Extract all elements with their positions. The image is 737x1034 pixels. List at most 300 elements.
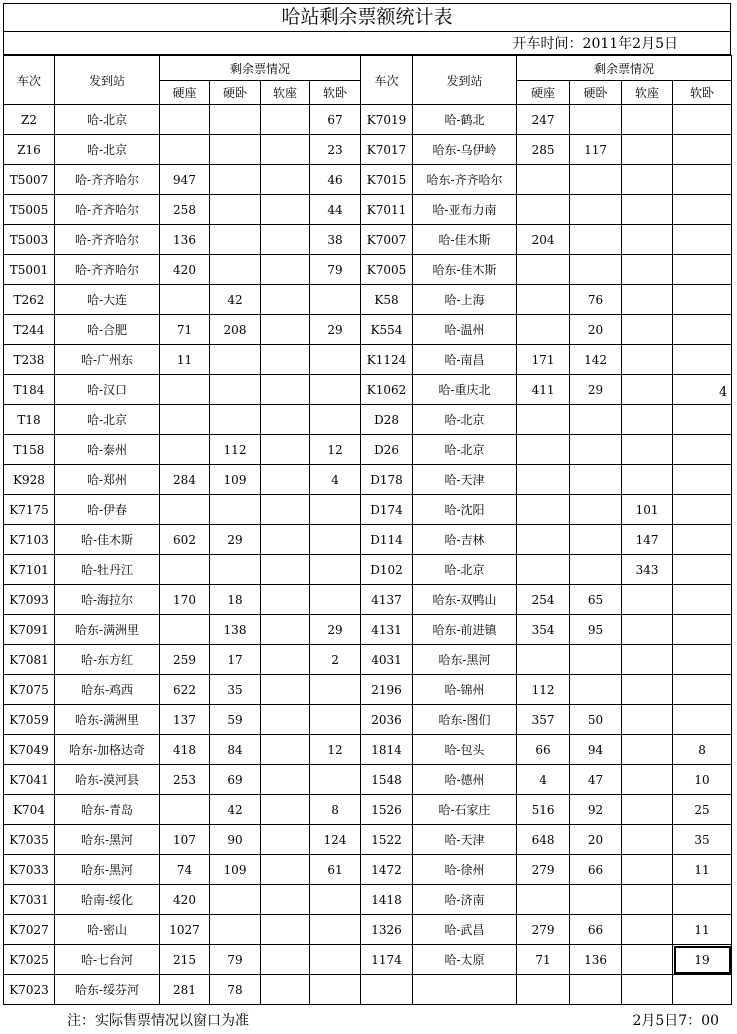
cell-left-hard-seat[interactable]: 74 bbox=[160, 855, 210, 885]
cell-right-route[interactable]: 哈东-齐齐哈尔 bbox=[413, 165, 517, 195]
cell-right-route[interactable]: 哈东-乌伊岭 bbox=[413, 135, 517, 165]
cell-right-route[interactable]: 哈-石家庄 bbox=[413, 795, 517, 825]
cell-right-route[interactable]: 哈-武昌 bbox=[413, 915, 517, 945]
cell-right-soft-seat[interactable] bbox=[622, 225, 673, 255]
cell-right-train[interactable]: K58 bbox=[361, 285, 413, 315]
cell-left-hard-seat[interactable]: 215 bbox=[160, 945, 210, 975]
cell-right-route[interactable] bbox=[413, 975, 517, 1005]
cell-left-soft-seat[interactable] bbox=[261, 615, 310, 645]
cell-right-soft-sleeper[interactable]: 25 bbox=[673, 795, 732, 825]
cell-left-soft-seat[interactable] bbox=[261, 855, 310, 885]
cell-right-soft-sleeper[interactable] bbox=[673, 975, 732, 1005]
cell-left-train[interactable]: K7103 bbox=[4, 525, 55, 555]
cell-left-train[interactable]: Z16 bbox=[4, 135, 55, 165]
cell-right-soft-seat[interactable] bbox=[622, 375, 673, 405]
cell-left-soft-sleeper[interactable]: 12 bbox=[310, 435, 361, 465]
cell-left-soft-seat[interactable] bbox=[261, 735, 310, 765]
cell-right-route[interactable]: 哈-亚布力南 bbox=[413, 195, 517, 225]
cell-right-hard-sleeper[interactable]: 94 bbox=[570, 735, 622, 765]
cell-right-train[interactable]: 1548 bbox=[361, 765, 413, 795]
cell-right-train[interactable]: K7019 bbox=[361, 105, 413, 135]
cell-right-soft-seat[interactable] bbox=[622, 675, 673, 705]
cell-right-route[interactable]: 哈-鹤北 bbox=[413, 105, 517, 135]
cell-left-train[interactable]: T238 bbox=[4, 345, 55, 375]
cell-left-soft-seat[interactable] bbox=[261, 495, 310, 525]
cell-left-hard-seat[interactable]: 258 bbox=[160, 195, 210, 225]
cell-right-soft-sleeper[interactable]: 19 bbox=[673, 945, 732, 975]
cell-left-route[interactable]: 哈-齐齐哈尔 bbox=[55, 165, 160, 195]
cell-right-soft-sleeper[interactable] bbox=[673, 135, 732, 165]
cell-right-hard-seat[interactable] bbox=[517, 645, 570, 675]
cell-left-soft-seat[interactable] bbox=[261, 915, 310, 945]
cell-left-soft-seat[interactable] bbox=[261, 765, 310, 795]
cell-left-soft-seat[interactable] bbox=[261, 795, 310, 825]
cell-right-hard-sleeper[interactable]: 47 bbox=[570, 765, 622, 795]
cell-left-train[interactable]: K7041 bbox=[4, 765, 55, 795]
cell-right-soft-seat[interactable] bbox=[622, 285, 673, 315]
cell-right-route[interactable]: 哈-温州 bbox=[413, 315, 517, 345]
cell-left-hard-sleeper[interactable] bbox=[210, 165, 261, 195]
cell-left-hard-seat[interactable]: 284 bbox=[160, 465, 210, 495]
cell-right-hard-sleeper[interactable] bbox=[570, 495, 622, 525]
cell-left-hard-seat[interactable] bbox=[160, 105, 210, 135]
cell-right-soft-sleeper[interactable] bbox=[673, 105, 732, 135]
cell-right-hard-sleeper[interactable]: 29 bbox=[570, 375, 622, 405]
cell-right-soft-seat[interactable] bbox=[622, 615, 673, 645]
cell-left-train[interactable]: K928 bbox=[4, 465, 55, 495]
cell-right-train[interactable]: K7011 bbox=[361, 195, 413, 225]
cell-right-hard-sleeper[interactable]: 50 bbox=[570, 705, 622, 735]
cell-right-soft-seat[interactable]: 343 bbox=[622, 555, 673, 585]
cell-left-hard-sleeper[interactable]: 112 bbox=[210, 435, 261, 465]
cell-right-hard-seat[interactable] bbox=[517, 495, 570, 525]
cell-left-train[interactable]: K704 bbox=[4, 795, 55, 825]
cell-right-train[interactable]: K554 bbox=[361, 315, 413, 345]
cell-left-hard-seat[interactable]: 11 bbox=[160, 345, 210, 375]
cell-left-hard-seat[interactable]: 418 bbox=[160, 735, 210, 765]
cell-left-route[interactable]: 哈-东方红 bbox=[55, 645, 160, 675]
cell-right-soft-sleeper[interactable] bbox=[673, 195, 732, 225]
cell-left-soft-seat[interactable] bbox=[261, 135, 310, 165]
cell-left-train[interactable]: T244 bbox=[4, 315, 55, 345]
cell-right-hard-sleeper[interactable] bbox=[570, 195, 622, 225]
cell-right-soft-seat[interactable] bbox=[622, 255, 673, 285]
cell-right-route[interactable]: 哈东-佳木斯 bbox=[413, 255, 517, 285]
cell-right-train[interactable]: D174 bbox=[361, 495, 413, 525]
cell-right-soft-sleeper[interactable] bbox=[673, 585, 732, 615]
cell-left-hard-sleeper[interactable] bbox=[210, 135, 261, 165]
cell-left-route[interactable]: 哈-北京 bbox=[55, 105, 160, 135]
cell-right-hard-sleeper[interactable] bbox=[570, 885, 622, 915]
cell-left-soft-sleeper[interactable]: 12 bbox=[310, 735, 361, 765]
cell-left-train[interactable]: T5007 bbox=[4, 165, 55, 195]
cell-left-train[interactable]: K7035 bbox=[4, 825, 55, 855]
cell-left-soft-sleeper[interactable] bbox=[310, 405, 361, 435]
cell-left-soft-seat[interactable] bbox=[261, 465, 310, 495]
cell-left-route[interactable]: 哈-齐齐哈尔 bbox=[55, 195, 160, 225]
cell-left-hard-sleeper[interactable] bbox=[210, 915, 261, 945]
cell-right-hard-seat[interactable]: 411 bbox=[517, 375, 570, 405]
cell-left-hard-sleeper[interactable] bbox=[210, 345, 261, 375]
cell-left-route[interactable]: 哈东-漠河县 bbox=[55, 765, 160, 795]
cell-left-route[interactable]: 哈-齐齐哈尔 bbox=[55, 225, 160, 255]
cell-left-soft-seat[interactable] bbox=[261, 975, 310, 1005]
cell-right-soft-seat[interactable] bbox=[622, 765, 673, 795]
cell-left-hard-seat[interactable] bbox=[160, 375, 210, 405]
cell-left-hard-sleeper[interactable]: 208 bbox=[210, 315, 261, 345]
cell-right-hard-seat[interactable] bbox=[517, 465, 570, 495]
cell-left-train[interactable]: T158 bbox=[4, 435, 55, 465]
cell-right-hard-seat[interactable] bbox=[517, 555, 570, 585]
cell-right-soft-seat[interactable] bbox=[622, 135, 673, 165]
cell-left-hard-seat[interactable] bbox=[160, 495, 210, 525]
cell-right-soft-sleeper[interactable]: 11 bbox=[673, 855, 732, 885]
cell-right-route[interactable]: 哈东-黑河 bbox=[413, 645, 517, 675]
cell-left-hard-sleeper[interactable]: 18 bbox=[210, 585, 261, 615]
cell-right-hard-seat[interactable]: 279 bbox=[517, 855, 570, 885]
cell-right-train[interactable]: 1472 bbox=[361, 855, 413, 885]
cell-right-train[interactable]: K1124 bbox=[361, 345, 413, 375]
cell-left-soft-seat[interactable] bbox=[261, 255, 310, 285]
cell-right-route[interactable]: 哈-徐州 bbox=[413, 855, 517, 885]
cell-right-soft-sleeper[interactable] bbox=[673, 345, 732, 375]
cell-right-soft-seat[interactable]: 101 bbox=[622, 495, 673, 525]
cell-right-hard-sleeper[interactable] bbox=[570, 645, 622, 675]
cell-left-route[interactable]: 哈-北京 bbox=[55, 135, 160, 165]
cell-left-route[interactable]: 哈-泰州 bbox=[55, 435, 160, 465]
cell-right-soft-seat[interactable] bbox=[622, 195, 673, 225]
cell-left-soft-seat[interactable] bbox=[261, 345, 310, 375]
cell-left-soft-seat[interactable] bbox=[261, 555, 310, 585]
cell-right-train[interactable]: 4131 bbox=[361, 615, 413, 645]
cell-right-soft-seat[interactable] bbox=[622, 315, 673, 345]
cell-left-route[interactable]: 哈东-绥芬河 bbox=[55, 975, 160, 1005]
cell-right-soft-seat[interactable] bbox=[622, 585, 673, 615]
cell-right-hard-seat[interactable]: 254 bbox=[517, 585, 570, 615]
cell-right-route[interactable]: 哈-沈阳 bbox=[413, 495, 517, 525]
cell-right-hard-seat[interactable]: 71 bbox=[517, 945, 570, 975]
cell-left-soft-sleeper[interactable]: 23 bbox=[310, 135, 361, 165]
cell-right-soft-seat[interactable] bbox=[622, 825, 673, 855]
cell-left-hard-sleeper[interactable]: 109 bbox=[210, 855, 261, 885]
cell-right-hard-sleeper[interactable]: 95 bbox=[570, 615, 622, 645]
cell-left-soft-sleeper[interactable] bbox=[310, 945, 361, 975]
cell-left-soft-seat[interactable] bbox=[261, 945, 310, 975]
cell-right-hard-sleeper[interactable] bbox=[570, 405, 622, 435]
cell-right-hard-seat[interactable] bbox=[517, 165, 570, 195]
cell-right-hard-sleeper[interactable] bbox=[570, 105, 622, 135]
cell-right-hard-sleeper[interactable]: 66 bbox=[570, 915, 622, 945]
cell-right-hard-sleeper[interactable] bbox=[570, 975, 622, 1005]
cell-right-train[interactable]: 1418 bbox=[361, 885, 413, 915]
cell-right-soft-sleeper[interactable] bbox=[673, 615, 732, 645]
cell-left-soft-sleeper[interactable]: 61 bbox=[310, 855, 361, 885]
cell-right-soft-seat[interactable] bbox=[622, 345, 673, 375]
cell-left-soft-sleeper[interactable] bbox=[310, 525, 361, 555]
cell-right-train[interactable]: K7007 bbox=[361, 225, 413, 255]
cell-right-train[interactable]: K1062 bbox=[361, 375, 413, 405]
cell-left-hard-sleeper[interactable]: 29 bbox=[210, 525, 261, 555]
cell-right-train[interactable]: D28 bbox=[361, 405, 413, 435]
cell-right-soft-sleeper[interactable] bbox=[673, 555, 732, 585]
cell-right-hard-seat[interactable]: 516 bbox=[517, 795, 570, 825]
cell-left-hard-seat[interactable] bbox=[160, 405, 210, 435]
cell-left-hard-sleeper[interactable] bbox=[210, 105, 261, 135]
cell-right-hard-seat[interactable]: 279 bbox=[517, 915, 570, 945]
cell-left-hard-seat[interactable]: 170 bbox=[160, 585, 210, 615]
cell-left-soft-sleeper[interactable]: 46 bbox=[310, 165, 361, 195]
cell-right-hard-sleeper[interactable]: 66 bbox=[570, 855, 622, 885]
cell-right-soft-sleeper[interactable] bbox=[673, 255, 732, 285]
cell-left-hard-sleeper[interactable]: 78 bbox=[210, 975, 261, 1005]
cell-left-soft-seat[interactable] bbox=[261, 435, 310, 465]
cell-right-train[interactable]: K7015 bbox=[361, 165, 413, 195]
cell-left-train[interactable]: K7075 bbox=[4, 675, 55, 705]
cell-left-route[interactable]: 哈-伊春 bbox=[55, 495, 160, 525]
cell-right-soft-seat[interactable] bbox=[622, 945, 673, 975]
cell-left-soft-sleeper[interactable] bbox=[310, 885, 361, 915]
cell-left-hard-seat[interactable]: 947 bbox=[160, 165, 210, 195]
cell-right-hard-sleeper[interactable] bbox=[570, 435, 622, 465]
cell-right-train[interactable]: 4137 bbox=[361, 585, 413, 615]
cell-left-route[interactable]: 哈-大连 bbox=[55, 285, 160, 315]
cell-left-hard-sleeper[interactable]: 79 bbox=[210, 945, 261, 975]
cell-left-hard-sleeper[interactable]: 84 bbox=[210, 735, 261, 765]
cell-left-soft-seat[interactable] bbox=[261, 825, 310, 855]
cell-right-hard-sleeper[interactable]: 20 bbox=[570, 315, 622, 345]
cell-right-hard-sleeper[interactable] bbox=[570, 165, 622, 195]
cell-left-hard-seat[interactable]: 602 bbox=[160, 525, 210, 555]
cell-left-soft-seat[interactable] bbox=[261, 645, 310, 675]
cell-right-soft-seat[interactable] bbox=[622, 645, 673, 675]
cell-left-train[interactable]: K7025 bbox=[4, 945, 55, 975]
cell-right-hard-seat[interactable]: 247 bbox=[517, 105, 570, 135]
cell-left-soft-sleeper[interactable] bbox=[310, 375, 361, 405]
cell-right-route[interactable]: 哈-吉林 bbox=[413, 525, 517, 555]
cell-right-soft-seat[interactable] bbox=[622, 435, 673, 465]
cell-right-route[interactable]: 哈-北京 bbox=[413, 555, 517, 585]
cell-left-soft-seat[interactable] bbox=[261, 225, 310, 255]
cell-left-hard-sleeper[interactable] bbox=[210, 495, 261, 525]
cell-left-route[interactable]: 哈-广州东 bbox=[55, 345, 160, 375]
cell-left-route[interactable]: 哈东-鸡西 bbox=[55, 675, 160, 705]
cell-right-train[interactable]: K7017 bbox=[361, 135, 413, 165]
cell-left-soft-sleeper[interactable]: 4 bbox=[310, 465, 361, 495]
cell-right-soft-seat[interactable] bbox=[622, 885, 673, 915]
cell-right-train[interactable]: D26 bbox=[361, 435, 413, 465]
cell-right-train[interactable]: 2036 bbox=[361, 705, 413, 735]
cell-left-hard-sleeper[interactable]: 109 bbox=[210, 465, 261, 495]
cell-left-hard-sleeper[interactable]: 42 bbox=[210, 285, 261, 315]
cell-right-soft-sleeper[interactable]: 10 bbox=[673, 765, 732, 795]
cell-right-route[interactable]: 哈-南昌 bbox=[413, 345, 517, 375]
cell-left-train[interactable]: K7175 bbox=[4, 495, 55, 525]
cell-right-hard-seat[interactable] bbox=[517, 525, 570, 555]
cell-left-hard-seat[interactable] bbox=[160, 795, 210, 825]
cell-left-soft-seat[interactable] bbox=[261, 285, 310, 315]
cell-right-hard-seat[interactable] bbox=[517, 285, 570, 315]
cell-left-hard-seat[interactable] bbox=[160, 615, 210, 645]
cell-right-soft-sleeper[interactable]: 35 bbox=[673, 825, 732, 855]
cell-right-soft-sleeper[interactable]: 8 bbox=[673, 735, 732, 765]
cell-right-hard-seat[interactable]: 4 bbox=[517, 765, 570, 795]
cell-left-train[interactable]: K7049 bbox=[4, 735, 55, 765]
cell-left-soft-seat[interactable] bbox=[261, 675, 310, 705]
cell-right-train[interactable] bbox=[361, 975, 413, 1005]
cell-left-hard-sleeper[interactable]: 69 bbox=[210, 765, 261, 795]
cell-right-soft-sleeper[interactable] bbox=[673, 435, 732, 465]
cell-right-soft-seat[interactable] bbox=[622, 795, 673, 825]
cell-left-soft-sleeper[interactable]: 79 bbox=[310, 255, 361, 285]
cell-right-train[interactable]: D114 bbox=[361, 525, 413, 555]
cell-left-train[interactable]: T5005 bbox=[4, 195, 55, 225]
cell-left-train[interactable]: K7031 bbox=[4, 885, 55, 915]
cell-left-soft-sleeper[interactable]: 124 bbox=[310, 825, 361, 855]
cell-right-soft-sleeper[interactable] bbox=[673, 405, 732, 435]
cell-left-train[interactable]: K7023 bbox=[4, 975, 55, 1005]
cell-left-soft-sleeper[interactable]: 29 bbox=[310, 615, 361, 645]
cell-right-hard-sleeper[interactable]: 76 bbox=[570, 285, 622, 315]
cell-right-route[interactable]: 哈东-图们 bbox=[413, 705, 517, 735]
cell-right-route[interactable]: 哈-锦州 bbox=[413, 675, 517, 705]
cell-right-hard-sleeper[interactable] bbox=[570, 555, 622, 585]
cell-left-hard-seat[interactable]: 136 bbox=[160, 225, 210, 255]
cell-right-hard-sleeper[interactable]: 92 bbox=[570, 795, 622, 825]
cell-right-soft-seat[interactable] bbox=[622, 405, 673, 435]
cell-right-train[interactable]: D178 bbox=[361, 465, 413, 495]
cell-left-route[interactable]: 哈东-满洲里 bbox=[55, 705, 160, 735]
cell-right-hard-seat[interactable] bbox=[517, 405, 570, 435]
cell-right-soft-seat[interactable] bbox=[622, 915, 673, 945]
cell-right-hard-seat[interactable]: 285 bbox=[517, 135, 570, 165]
cell-left-route[interactable]: 哈-北京 bbox=[55, 405, 160, 435]
cell-right-hard-seat[interactable]: 204 bbox=[517, 225, 570, 255]
cell-left-soft-seat[interactable] bbox=[261, 405, 310, 435]
cell-right-hard-sleeper[interactable] bbox=[570, 465, 622, 495]
cell-left-hard-sleeper[interactable] bbox=[210, 555, 261, 585]
cell-left-train[interactable]: K7101 bbox=[4, 555, 55, 585]
cell-right-hard-seat[interactable]: 171 bbox=[517, 345, 570, 375]
cell-right-soft-seat[interactable] bbox=[622, 705, 673, 735]
cell-left-hard-sleeper[interactable]: 59 bbox=[210, 705, 261, 735]
cell-right-soft-sleeper[interactable] bbox=[673, 885, 732, 915]
cell-left-soft-sleeper[interactable] bbox=[310, 915, 361, 945]
cell-right-train[interactable]: 1814 bbox=[361, 735, 413, 765]
cell-left-route[interactable]: 哈-汉口 bbox=[55, 375, 160, 405]
cell-right-hard-seat[interactable]: 357 bbox=[517, 705, 570, 735]
cell-left-soft-sleeper[interactable] bbox=[310, 495, 361, 525]
cell-right-soft-sleeper[interactable] bbox=[673, 465, 732, 495]
cell-left-hard-seat[interactable]: 420 bbox=[160, 255, 210, 285]
cell-left-soft-seat[interactable] bbox=[261, 375, 310, 405]
cell-right-hard-sleeper[interactable] bbox=[570, 525, 622, 555]
cell-right-hard-sleeper[interactable] bbox=[570, 675, 622, 705]
cell-left-hard-sleeper[interactable]: 138 bbox=[210, 615, 261, 645]
cell-left-soft-sleeper[interactable]: 44 bbox=[310, 195, 361, 225]
cell-left-hard-seat[interactable]: 107 bbox=[160, 825, 210, 855]
cell-right-hard-seat[interactable] bbox=[517, 435, 570, 465]
cell-right-route[interactable]: 哈-德州 bbox=[413, 765, 517, 795]
cell-right-route[interactable]: 哈-济南 bbox=[413, 885, 517, 915]
cell-left-hard-sleeper[interactable] bbox=[210, 405, 261, 435]
cell-left-soft-seat[interactable] bbox=[261, 315, 310, 345]
cell-right-route[interactable]: 哈-天津 bbox=[413, 825, 517, 855]
cell-left-route[interactable]: 哈-密山 bbox=[55, 915, 160, 945]
cell-right-hard-seat[interactable] bbox=[517, 255, 570, 285]
cell-left-route[interactable]: 哈南-绥化 bbox=[55, 885, 160, 915]
cell-right-route[interactable]: 哈-北京 bbox=[413, 405, 517, 435]
cell-right-hard-seat[interactable]: 648 bbox=[517, 825, 570, 855]
cell-right-hard-sleeper[interactable]: 20 bbox=[570, 825, 622, 855]
cell-left-hard-sleeper[interactable] bbox=[210, 195, 261, 225]
cell-left-train[interactable]: K7091 bbox=[4, 615, 55, 645]
cell-left-soft-seat[interactable] bbox=[261, 195, 310, 225]
cell-right-hard-sleeper[interactable]: 136 bbox=[570, 945, 622, 975]
cell-right-soft-sleeper[interactable]: 11 bbox=[673, 915, 732, 945]
cell-left-soft-sleeper[interactable] bbox=[310, 285, 361, 315]
cell-right-route[interactable]: 哈-重庆北 bbox=[413, 375, 517, 405]
cell-right-route[interactable]: 哈-包头 bbox=[413, 735, 517, 765]
cell-right-soft-seat[interactable] bbox=[622, 105, 673, 135]
cell-left-train[interactable]: T5003 bbox=[4, 225, 55, 255]
cell-right-route[interactable]: 哈-太原 bbox=[413, 945, 517, 975]
cell-left-soft-sleeper[interactable]: 29 bbox=[310, 315, 361, 345]
cell-right-train[interactable]: D102 bbox=[361, 555, 413, 585]
cell-right-hard-sleeper[interactable]: 65 bbox=[570, 585, 622, 615]
cell-left-soft-seat[interactable] bbox=[261, 705, 310, 735]
cell-right-train[interactable]: 2196 bbox=[361, 675, 413, 705]
cell-left-hard-sleeper[interactable]: 35 bbox=[210, 675, 261, 705]
cell-right-route[interactable]: 哈-北京 bbox=[413, 435, 517, 465]
cell-left-train[interactable]: T184 bbox=[4, 375, 55, 405]
cell-left-soft-sleeper[interactable] bbox=[310, 765, 361, 795]
cell-left-soft-sleeper[interactable] bbox=[310, 675, 361, 705]
cell-left-soft-sleeper[interactable] bbox=[310, 705, 361, 735]
cell-left-train[interactable]: T262 bbox=[4, 285, 55, 315]
cell-right-soft-sleeper[interactable] bbox=[673, 165, 732, 195]
cell-left-soft-seat[interactable] bbox=[261, 885, 310, 915]
cell-left-train[interactable]: T5001 bbox=[4, 255, 55, 285]
cell-left-hard-sleeper[interactable]: 42 bbox=[210, 795, 261, 825]
cell-left-train[interactable]: K7027 bbox=[4, 915, 55, 945]
cell-right-soft-seat[interactable] bbox=[622, 735, 673, 765]
cell-right-hard-seat[interactable]: 354 bbox=[517, 615, 570, 645]
cell-right-soft-seat[interactable]: 147 bbox=[622, 525, 673, 555]
cell-right-route[interactable]: 哈东-双鸭山 bbox=[413, 585, 517, 615]
cell-left-hard-seat[interactable]: 281 bbox=[160, 975, 210, 1005]
cell-right-hard-sleeper[interactable] bbox=[570, 255, 622, 285]
cell-left-soft-sleeper[interactable]: 67 bbox=[310, 105, 361, 135]
cell-right-hard-seat[interactable] bbox=[517, 975, 570, 1005]
cell-right-hard-sleeper[interactable]: 142 bbox=[570, 345, 622, 375]
cell-left-hard-seat[interactable]: 71 bbox=[160, 315, 210, 345]
cell-right-soft-sleeper[interactable] bbox=[673, 525, 732, 555]
cell-right-route[interactable]: 哈-佳木斯 bbox=[413, 225, 517, 255]
cell-right-route[interactable]: 哈-天津 bbox=[413, 465, 517, 495]
cell-right-hard-seat[interactable] bbox=[517, 195, 570, 225]
cell-left-train[interactable]: Z2 bbox=[4, 105, 55, 135]
cell-right-hard-seat[interactable] bbox=[517, 315, 570, 345]
cell-left-route[interactable]: 哈-齐齐哈尔 bbox=[55, 255, 160, 285]
cell-left-hard-sleeper[interactable]: 17 bbox=[210, 645, 261, 675]
cell-left-train[interactable]: K7059 bbox=[4, 705, 55, 735]
cell-left-hard-seat[interactable] bbox=[160, 435, 210, 465]
cell-left-soft-seat[interactable] bbox=[261, 525, 310, 555]
cell-left-route[interactable]: 哈东-黑河 bbox=[55, 855, 160, 885]
cell-left-soft-sleeper[interactable] bbox=[310, 975, 361, 1005]
cell-left-hard-sleeper[interactable] bbox=[210, 255, 261, 285]
cell-right-route[interactable]: 哈-上海 bbox=[413, 285, 517, 315]
